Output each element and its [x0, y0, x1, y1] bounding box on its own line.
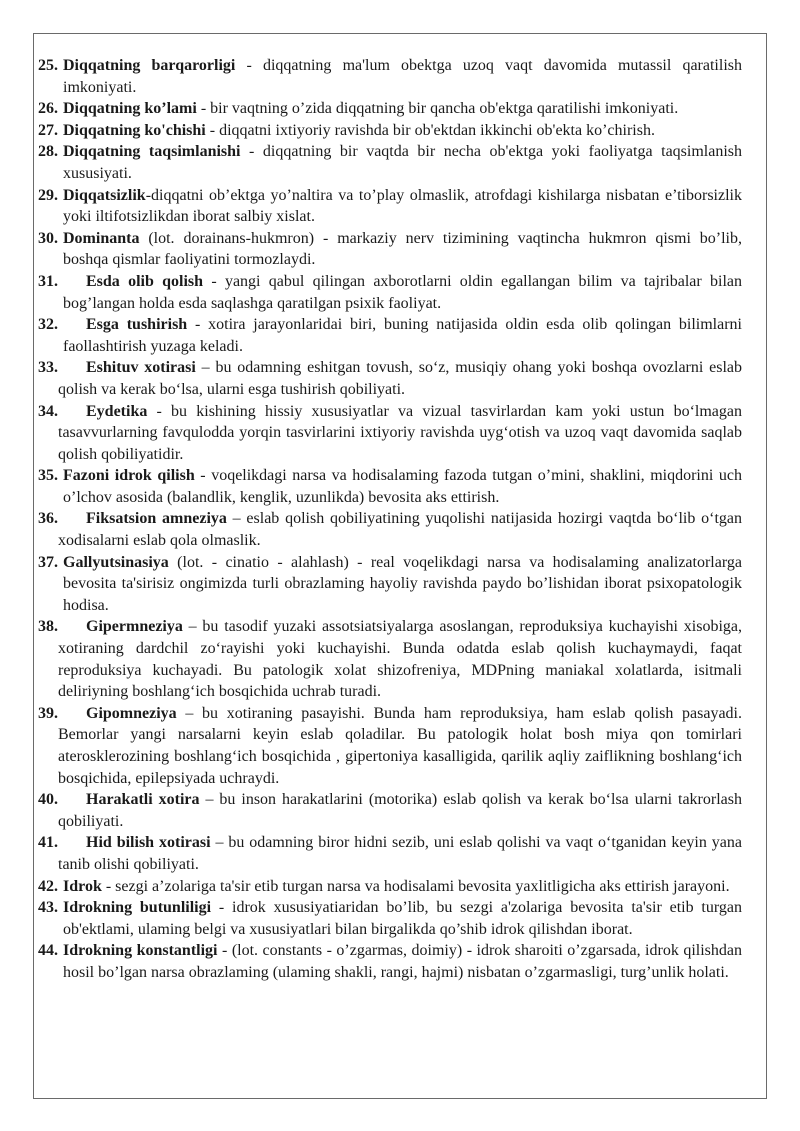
- entry-definition: - bir vaqtning o’zida diqqatning bir qancha ob'ektga qaratilishi imkoniyati.: [196, 100, 679, 118]
- entry-number: 42.: [38, 877, 58, 895]
- entry-definition: – bu inson harakatlarini (motorika) eslab qolish va kerak bo‘lsa ularni takrorlash qobiliyati.: [58, 791, 742, 830]
- entry-definition: - sezgi a’zolariga ta'sir etib turgan narsa va hodisalami bevosita yaxlitligicha aks ettirish jarayoni.: [101, 877, 730, 895]
- entry-number: 27.: [38, 121, 58, 139]
- glossary-entry: [38, 616, 742, 702]
- entry-number: 37.: [38, 553, 58, 571]
- entry-number: 30.: [38, 229, 58, 247]
- glossary-entry: [38, 120, 742, 142]
- entry-definition: - yangi qabul qilingan axborotlarni oldin egallangan bilim va tajribalar bilan bog’langan holda esda saqlashga qaratilgan psixik faoliyat.: [63, 272, 743, 312]
- entry-term: Dominanta: [63, 229, 140, 247]
- entry-number: 41.: [38, 834, 58, 852]
- entry-term: Gipomneziya: [86, 704, 177, 722]
- entry-definition: – eslab qolish qobiliyatining yuqolishi natijasida hozirgi vaqtda bo‘lib o‘tgan xodisalarni eslab qola olmaslik.: [58, 510, 742, 550]
- entry-number: 29.: [38, 186, 58, 204]
- glossary-entry: [38, 314, 742, 357]
- glossary-entry: [38, 552, 742, 617]
- entry-number: 31.: [38, 272, 58, 290]
- entry-definition: - diqqatni ixtiyoriy ravishda bir ob'ektdan ikkinchi ob'ekta ko’chirish.: [205, 121, 655, 139]
- entry-definition: - diqqatning ma'lum obektga uzoq vaqt davomida mutassil qaratilish imkoniyati.: [63, 57, 742, 96]
- glossary-entry: [38, 401, 742, 466]
- entry-number: 40.: [38, 791, 58, 809]
- glossary-entry: [38, 185, 742, 228]
- entry-term: Fazoni idrok qilish: [63, 467, 195, 485]
- glossary-entry: [38, 228, 742, 271]
- glossary-entry: [38, 897, 742, 940]
- glossary-entry: [38, 789, 742, 832]
- entry-definition: – bu odamning eshitgan tovush, so‘z, musiqiy ohang yoki boshqa ovozlarni eslab qolish va kerak bo‘lsa, ularni esga tushirish qobiliyati.: [58, 359, 743, 398]
- entry-definition: - idrok xususiyatiaridan bo’lib, bu sezgi a'zolariga bevosita ta'sir etib turgan ob'ektlami, ulaming belgi va xususiyatlari bilan birgalikda qo’shib idrok qilishdan iborat.: [63, 899, 742, 938]
- entry-term: Gipermneziya: [86, 618, 183, 636]
- glossary-entry: [38, 876, 742, 898]
- entry-definition: – bu odamning biror hidni sezib, uni eslab qolishi va vaqt o‘tganidan keyin yana tanib olishi qobiliyati.: [58, 834, 743, 873]
- entry-definition: - xotira jarayonlaridai biri, buning natijasida oldin esda olib qolingan bilimlarni faollashtirish yuzaga keladi.: [63, 316, 742, 355]
- glossary-entry: [38, 832, 742, 875]
- glossary-entry: [38, 55, 742, 98]
- entry-term: Idrokning butunliligi: [63, 899, 212, 917]
- glossary-entry: [38, 703, 742, 789]
- entry-term: Diqqatning ko’lami: [63, 100, 197, 118]
- entry-definition: - bu kishining hissiy xususiyatlar va vizual tasvirlardan kam yoki ustun bo‘lmagan tasavvurlarning favqulodda yorqin tasvirlarini ixtiyoriy ravishda uyg‘otish va uzoq vaqt davomida saqlab qolish qobiliyatidir.: [58, 402, 742, 463]
- entry-term: Idrokning konstantligi: [63, 942, 218, 960]
- entry-definition: - voqelikdagi narsa va hodisalaming fazoda tutgan o’mini, shaklini, miqdorini uch o’lchov asosida (balandlik, kenglik, uzunlikda) bevosita aks ettirish.: [63, 467, 742, 506]
- entry-term: Esga tushirish: [86, 316, 188, 334]
- entry-definition: - (lot. constants - o’zgarmas, doimiy) - idrok sharoiti o’zgarsada, idrok qilishdan hosil bo’lgan narsa obrazlaming (ulaming shakli, rangi, hajmi) nisbatan o’zgarmasligi, turg’unlik holati.: [63, 942, 742, 981]
- entry-term: Esda olib qolish: [86, 272, 204, 290]
- glossary-entry: [38, 271, 742, 314]
- entry-term: Harakatli xotira: [86, 791, 200, 809]
- entry-number: 33.: [38, 359, 58, 377]
- entry-number: 32.: [38, 316, 58, 334]
- glossary-entry: [38, 508, 742, 551]
- entry-term: Hid bilish xotirasi: [86, 834, 211, 852]
- entry-term: Idrok: [63, 877, 102, 895]
- glossary-entry: [38, 141, 742, 184]
- entry-definition: – bu xotiraning pasayishi. Bunda ham reproduksiya, ham eslab qolish pasayadi. Bemorlar yangi narsalarni keyin eslab qoladilar. Bu patologik holat bosh miya qon tomirlari aterosklerozining boshlang‘ich bosqichida , gipertoniya kasalligida, qarilik aqliy zaiflikning boshlang‘ich bosqichida, epilepsiyada uchraydi.: [58, 704, 742, 787]
- entry-number: 28.: [38, 143, 58, 161]
- glossary-entry: [38, 940, 742, 983]
- entry-definition: – bu tasodif yuzaki assotsiatsiyalarga asoslangan, reproduksiya kuchayishi xisobiga, xotiraning dardchil zo‘rayishi yoki kuchayishi. Bunda odatda eslab qolish kuchaymaydi, faqat reproduksiya kuchayadi. Bu patologik xolat shizofreniya, MDPning maniakal xolatlarda, isitmali deliriyning boshlang‘ich bosqichida uchrab turadi.: [58, 618, 742, 701]
- entry-number: 25.: [38, 57, 58, 74]
- entry-term: Diqqatsizlik: [63, 186, 146, 204]
- glossary-list: [38, 55, 742, 984]
- entry-term: Eshituv xotirasi: [86, 359, 196, 377]
- entry-term: Diqqatning barqarorligi: [63, 57, 236, 74]
- entry-term: Fiksatsion amneziya: [86, 510, 227, 528]
- entry-term: Eydetika: [86, 402, 148, 420]
- entry-number: 44.: [38, 942, 58, 960]
- entry-definition: -diqqatni ob’ektga yo’naltira va to’play olmaslik, atrofdagi kishilarga nisbatan e’tiborsizlik yoki iltifotsizlikdan iborat salbiy xislat.: [63, 186, 742, 226]
- glossary-entry: [38, 465, 742, 508]
- entry-definition: (lot. dorainans-hukmron) - markaziy nerv tizimining vaqtincha hukmron qismi bo’lib, boshqa qismlar faoliyatini tormozlaydi.: [63, 229, 742, 269]
- entry-number: 43.: [38, 899, 58, 917]
- entry-term: Diqqatning ko'chishi: [63, 121, 206, 139]
- entry-definition: (lot. - cinatio - alahlash) - real voqelikdagi narsa va hodisalaming analizatorlarga bevosita ta'sirisiz ongimizda turli obrazlaming hayoliy ravishda paydo bo’lishidan iborat psixopatologik hodisa.: [63, 553, 742, 614]
- entry-number: 36.: [38, 510, 58, 528]
- entry-number: 35.: [38, 467, 58, 485]
- entry-term: Gallyutsinasiya: [63, 553, 169, 571]
- glossary-entry: [38, 98, 742, 120]
- entry-number: 39.: [38, 704, 58, 722]
- entry-number: 26.: [38, 100, 58, 118]
- entry-number: 38.: [38, 618, 58, 636]
- entry-number: 34.: [38, 402, 58, 420]
- entry-term: Diqqatning taqsimlanishi: [63, 143, 241, 161]
- entry-definition: - diqqatning bir vaqtda bir necha ob'ektga yoki faoliyatga taqsimlanish xususiyati.: [63, 143, 743, 182]
- glossary-entry: [38, 357, 742, 400]
